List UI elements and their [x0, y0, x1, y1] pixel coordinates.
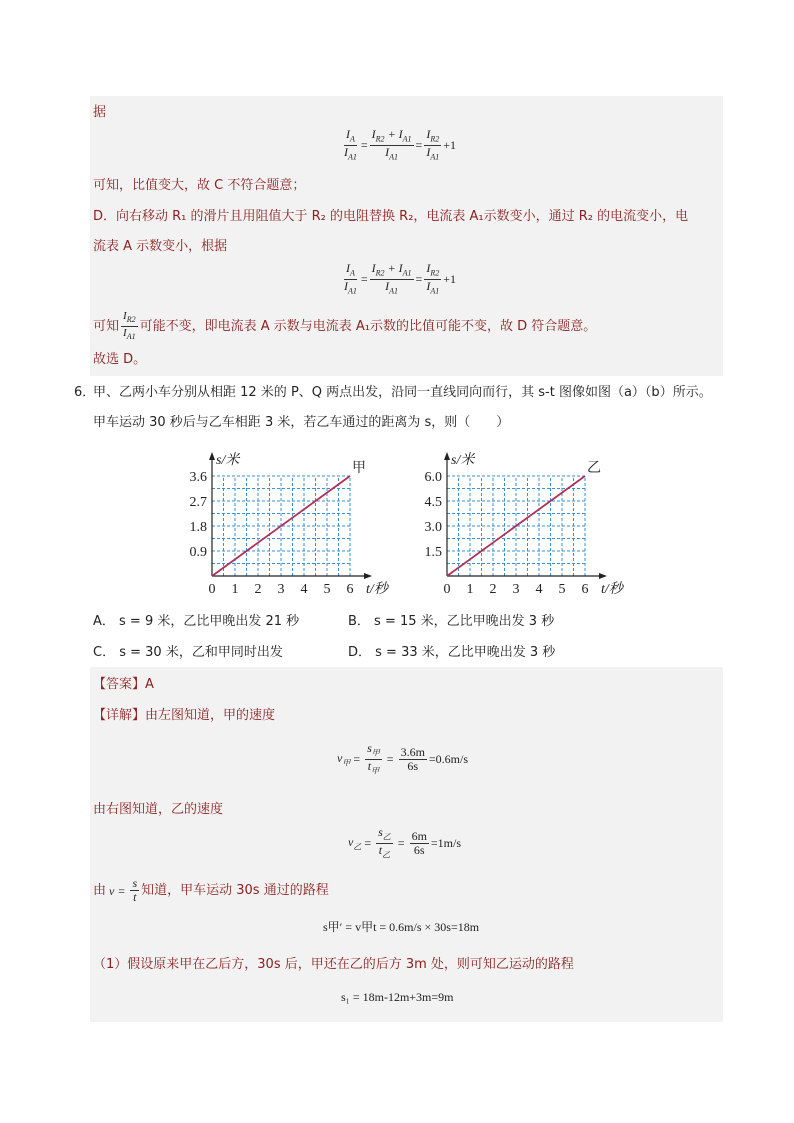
formula-ratio-2: $\frac{I_A}{I_{A1}}$ = $\frac{I_{R2} + I_{A1}}{I_{A1}}$ = $\frac{I_{R2}}{I_{A1}}$ +1	[344, 261, 456, 296]
y-tick-label: 6.0	[424, 470, 442, 485]
option-c[interactable]: C． s = 30 米，乙和甲同时出发	[93, 645, 283, 660]
v-yi-result: =1m/s	[430, 836, 462, 851]
x-tick-label: 2	[489, 582, 497, 597]
y-tick-label: 4.5	[424, 495, 442, 510]
text-kezhi-d: 可知 $\frac{I_{R2}}{I_{A1}}$ 可能不变，即电流表 A 示数与电流表 A₁示数的比值可能不变，故 D 符合题意。	[93, 310, 597, 342]
y-tick-label: 1.8	[189, 520, 207, 535]
y-tick-label: 1.5	[424, 545, 442, 560]
series-label: 乙	[587, 460, 601, 476]
y-axis-arrow	[444, 452, 450, 460]
x-tick-label: 5	[558, 582, 566, 597]
formula-v-yi: $v_乙$ = $\frac{s_乙}{t_乙}$ = $\frac{6m}{6s}$ =1m/s	[348, 825, 462, 860]
v-yi-den: 6s	[413, 843, 425, 858]
x-tick-label: 1	[231, 582, 239, 597]
x-tick-label: 6	[581, 582, 589, 597]
x-axis-label: t/秒	[366, 582, 388, 597]
detail-line-2: 由右图知道，乙的速度	[93, 802, 224, 817]
x-tick-label: 4	[535, 582, 543, 597]
text-kezhi-d-post: 可能不变，即电流表 A 示数与电流表 A₁示数的比值可能不变，故 D 符合题意。	[139, 318, 597, 334]
option-a[interactable]: A． s = 9 米，乙比甲晚出发 21 秒	[93, 614, 300, 629]
v-jia-den: 6s	[407, 759, 419, 774]
option-b[interactable]: B． s = 15 米，乙比甲晚出发 3 秒	[348, 614, 555, 629]
x-axis-arrow	[599, 573, 607, 579]
detail-3-post: 知道，甲车运动 30s 通过的路程	[141, 882, 329, 898]
text-ju: 据	[93, 105, 107, 120]
st-graph-a	[180, 443, 420, 603]
y-tick-label: 0.9	[189, 545, 207, 560]
y-axis-label: s/米	[451, 453, 475, 468]
x-tick-label: 6	[346, 582, 354, 597]
answer-label: 【答案】	[93, 677, 146, 692]
x-tick-label: 3	[512, 582, 520, 597]
y-tick-label: 3.6	[189, 470, 207, 485]
x-tick-label: 1	[466, 582, 474, 597]
formula-v-jia: $v_甲$ = $\frac{s_甲}{t_甲}$ = $\frac{3.6m}{6s}$ =0.6m/s	[337, 741, 469, 776]
option-d[interactable]: D． s = 33 米，乙比甲晚出发 3 秒	[348, 645, 556, 660]
y-tick-label: 2.7	[189, 495, 207, 510]
formula-rhs: +1	[443, 138, 456, 153]
x-tick-label: 0	[208, 582, 216, 597]
question-text-1: 甲、乙两小车分别从相距 12 米的 P、Q 两点出发，沿同一直线同向而行，其 s-t 图像如图（a）（b）所示。	[93, 385, 712, 400]
text-kezhi-c: 可知，比值变大，故 C 不符合题意；	[93, 178, 306, 193]
x-axis-arrow	[364, 573, 372, 579]
v-jia-num: 3.6m	[400, 745, 425, 760]
x-tick-label: 3	[277, 582, 285, 597]
y-axis-arrow	[209, 452, 215, 460]
x-axis-label: t/秒	[601, 582, 623, 597]
series-label: 甲	[352, 460, 366, 476]
formula-s-jia: s甲′ = v甲t = 0.6m/s × 30s=18m	[323, 920, 480, 934]
y-tick-label: 3.0	[424, 520, 442, 535]
detail-label: 【详解】	[93, 708, 146, 723]
formula-ratio-1: $\frac{I_A}{I_{A1}}$ = $\frac{I_{R2} + I_{A1}}{I_{A1}}$ = $\frac{I_{R2}}{I_{A1}}$ +1	[344, 127, 456, 162]
v-jia-result: =0.6m/s	[428, 752, 469, 767]
formula-s1: s₁ = 18m-12m+3m=9m	[341, 990, 454, 1004]
detail-3-pre: 由	[93, 882, 107, 898]
text-option-d-1: D．向右移动 R₁ 的滑片且用阻值大于 R₂ 的电阻替换 R₂，电流表 A₁示数变小，通过 R₂ 的电流变小，电	[93, 209, 689, 224]
question-number: 6．	[74, 385, 96, 400]
detail-text-1: 由左图知道，甲的速度	[145, 708, 276, 723]
answer-value: A	[145, 677, 154, 692]
answer-line	[93, 676, 154, 694]
text-option-d-2: 流表 A 示数变小，根据	[93, 239, 228, 254]
detail-line-3: 由 v = $\frac{s}{t}$ 知道，甲车运动 30s 通过的路程	[93, 876, 329, 904]
v-yi-num: 6m	[411, 829, 427, 844]
text-guxuan: 故选 D。	[93, 352, 147, 367]
y-axis-label: s/米	[216, 453, 240, 468]
x-tick-label: 4	[300, 582, 308, 597]
x-tick-label: 0	[443, 582, 451, 597]
question-text-2: 甲车运动 30 秒后与乙车相距 3 米，若乙车通过的距离为 s，则（ ）	[93, 415, 510, 430]
text-kezhi-d-pre: 可知	[93, 318, 120, 334]
detail-line-4: （1）假设原来甲在乙后方，30s 后，甲还在乙的后方 3m 处，则可知乙运动的路程	[93, 957, 574, 972]
x-tick-label: 5	[323, 582, 331, 597]
st-graph-b	[415, 443, 655, 603]
detail-line-1	[93, 707, 275, 725]
x-tick-label: 2	[254, 582, 262, 597]
